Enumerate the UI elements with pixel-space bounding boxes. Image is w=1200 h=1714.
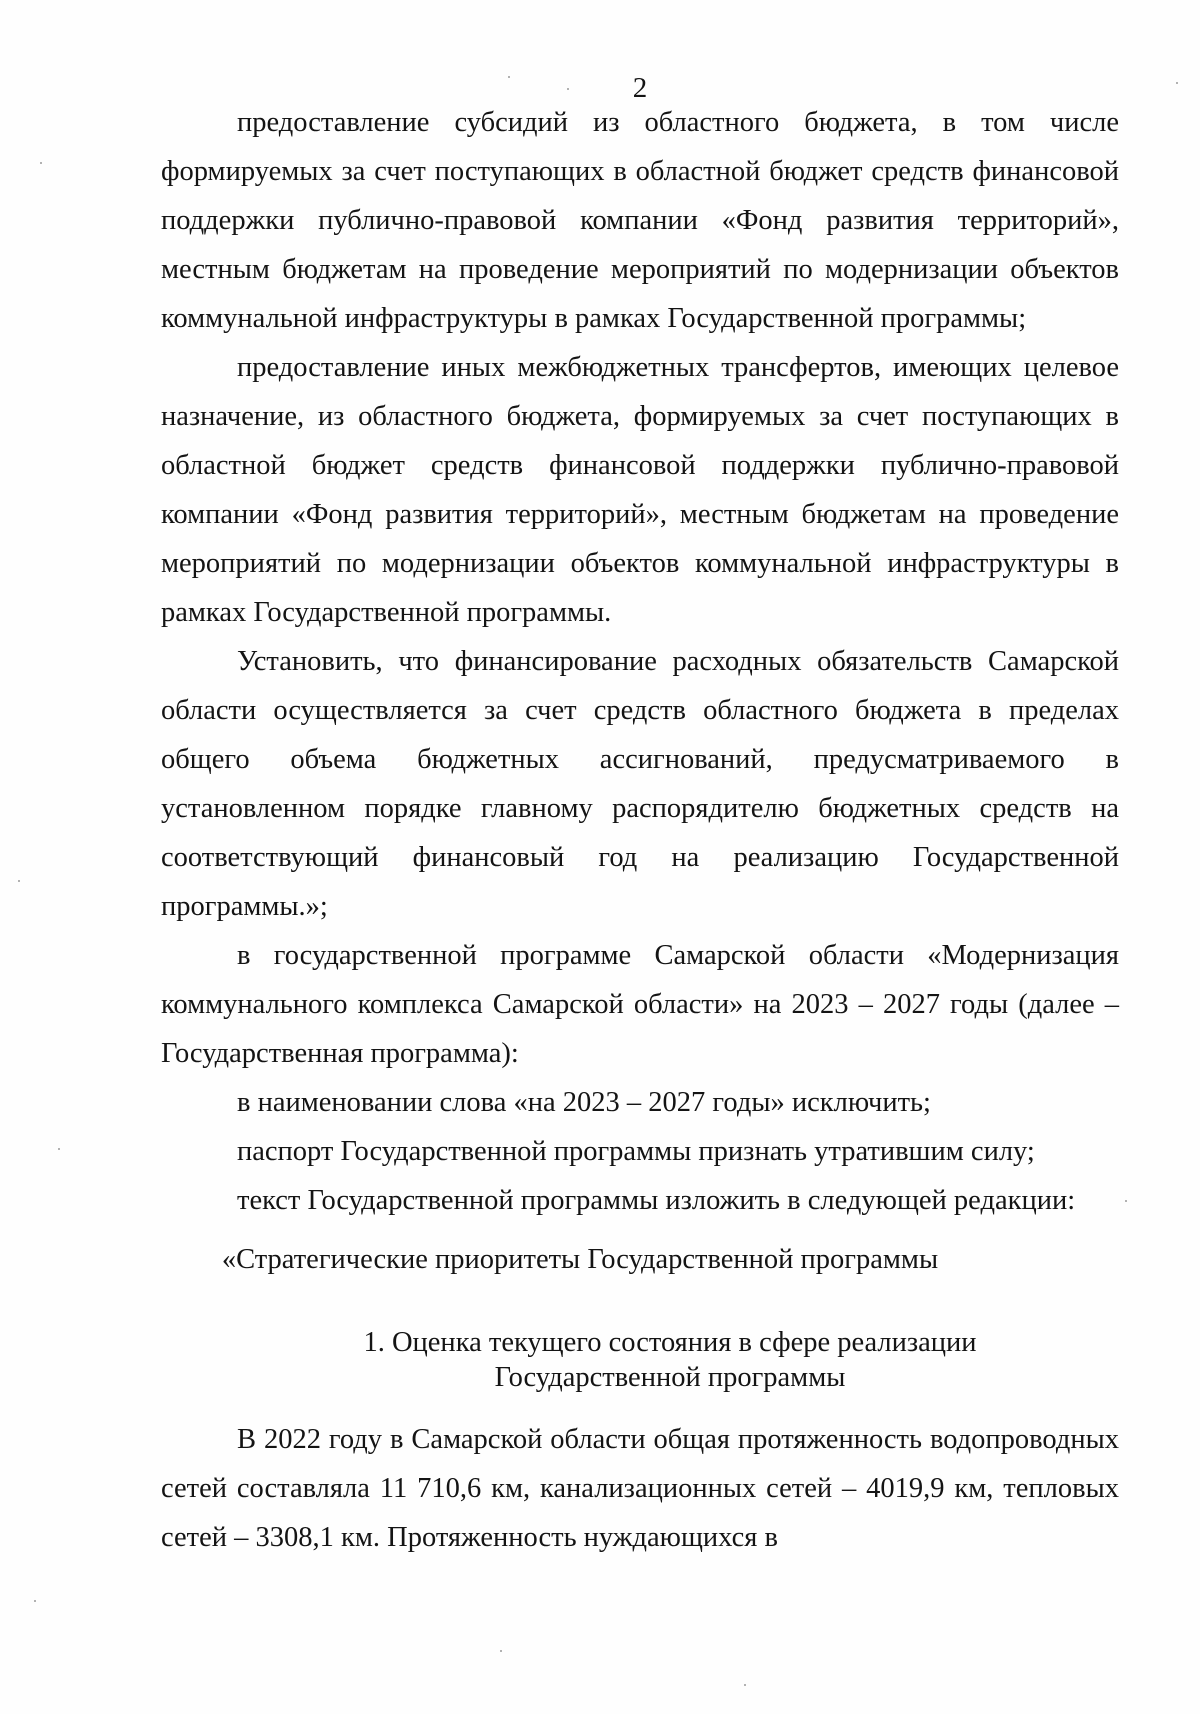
page-number: 2: [632, 72, 648, 104]
scan-speckle: [500, 1650, 502, 1652]
paragraph-networks: В 2022 году в Самарской области общая протяженность водопроводных сетей составляла 11 710,6 км, канализационных сетей – 4019,9 км, тепловых сетей – 3308,1 км. Протяженность нуждающихся в: [161, 1424, 1119, 1553]
scan-speckle: [58, 1148, 60, 1150]
subsection-heading: [0, 1325, 1200, 1395]
scan-speckle: [1125, 1200, 1127, 1202]
paragraph-financing: Установить, что финансирование расходных обязательств Самарской области осуществляется за счет средств областного бюджета в пределах общего объема бюджетных ассигнований, предусматриваемого в установленном порядке главному распорядителю бюджетных средств на соответствующий финансовый год на реализацию Государственной программы.»;: [161, 646, 1119, 922]
paragraph-new-text: текст Государственной программы изложить в следующей редакции:: [237, 1185, 1076, 1216]
paragraph-name-change: в наименовании слова «на 2023 – 2027 годы» исключить;: [237, 1087, 931, 1118]
body-text-bottom: [161, 1415, 1119, 1562]
scan-speckle: [18, 880, 20, 882]
scan-speckle: [567, 88, 569, 90]
paragraph-program-amendment: в государственной программе Самарской области «Модернизация коммунального комплекса Самарской области» на 2023 – 2027 годы (далее – Государственная программа):: [161, 940, 1119, 1069]
scan-speckle: [744, 1684, 746, 1686]
subsection-heading-line2: Государственной программы: [494, 1362, 846, 1393]
section-title: «Стратегические приоритеты Государственной программы: [221, 1244, 939, 1275]
paragraph-passport: паспорт Государственной программы признать утратившим силу;: [237, 1136, 1035, 1167]
paragraph-transfers: предоставление иных межбюджетных трансфертов, имеющих целевое назначение, из областного бюджета, формируемых за счет поступающих в областной бюджет средств финансовой поддержки публично-правовой компании «Фонд развития территорий», местным бюджетам на проведение мероприятий по модернизации объектов коммунальной инфраструктуры в рамках Государственной программы.: [161, 352, 1119, 628]
subsection-heading-line1: 1. Оценка текущего состояния в сфере реализации: [363, 1327, 977, 1358]
scan-speckle: [40, 162, 42, 164]
scan-speckle: [508, 76, 510, 78]
paragraph-subsidies: предоставление субсидий из областного бюджета, в том числе формируемых за счет поступающих в областной бюджет средств финансовой поддержки публично-правовой компании «Фонд развития территорий», местным бюджетам на проведение мероприятий по модернизации объектов коммунальной инфраструктуры в рамках Государственной программы;: [161, 107, 1119, 334]
scan-speckle: [1176, 82, 1178, 84]
scan-speckle: [34, 1600, 36, 1602]
body-text-top: [161, 98, 1119, 1225]
